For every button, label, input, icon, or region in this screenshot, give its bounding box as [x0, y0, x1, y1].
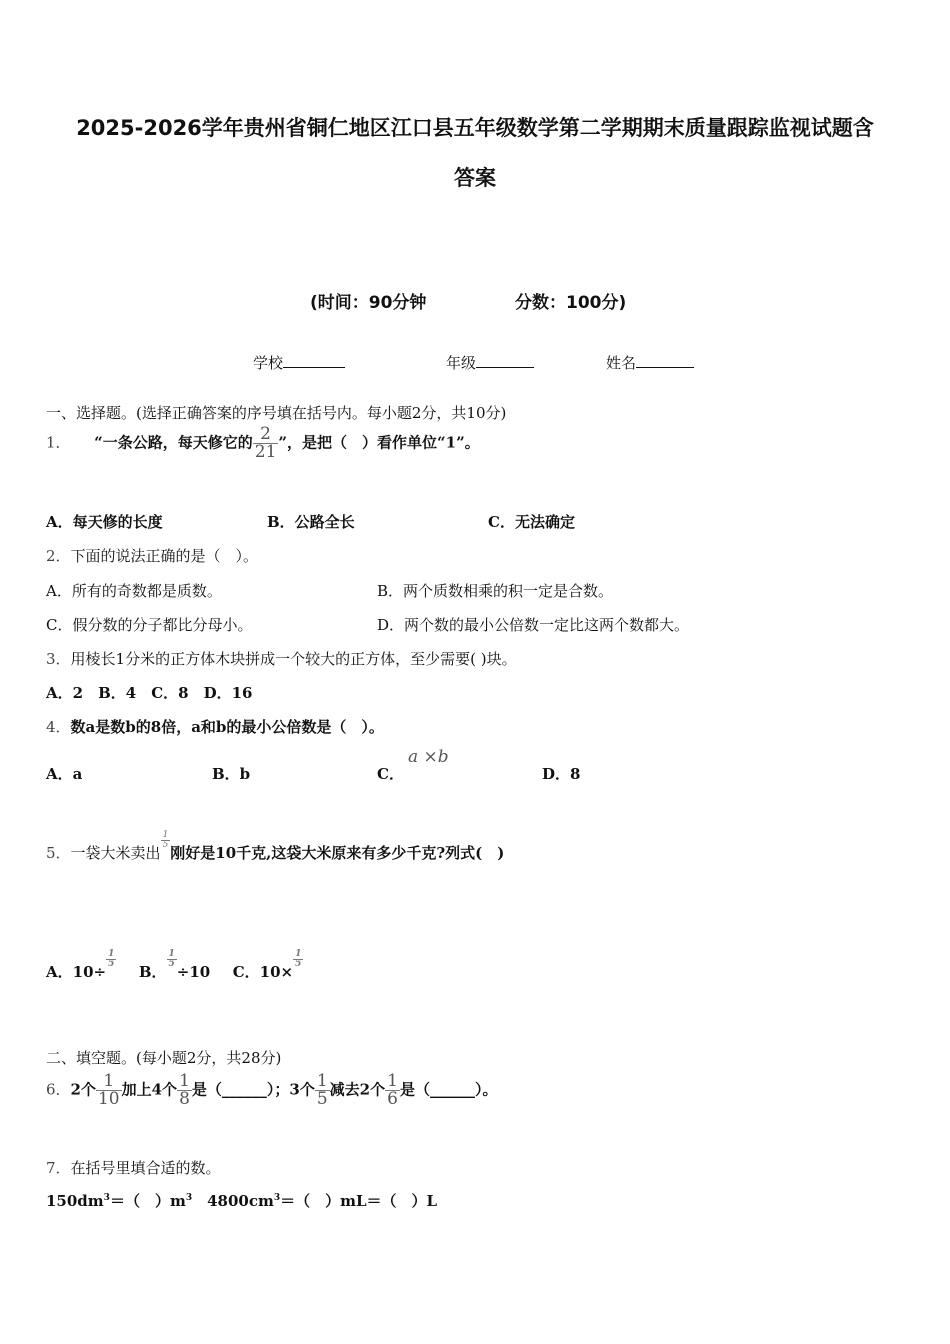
q7-number: 7． — [46, 1159, 71, 1177]
q5-option-b: B． — [138, 963, 167, 981]
grade-field — [446, 352, 534, 373]
q6-fraction-1: $\frac{1}{10}$ — [97, 1071, 120, 1109]
q2-text: 下面的说法正确的是（ ）。 — [70, 547, 259, 565]
name-label: 姓名 — [606, 354, 637, 372]
q5-option-b-post: ÷10 — [176, 963, 211, 981]
exam-time: (时间：90分钟 — [310, 293, 427, 313]
q5-option-c-fraction: $\frac{1}{5}$ — [295, 948, 302, 969]
q7-text: 在括号里填合适的数。 — [70, 1159, 221, 1177]
q7-part-a: 150dm — [46, 1192, 104, 1210]
q4-option-a: A．a — [46, 765, 83, 783]
q7-part-b: ＝（ ）m — [109, 1192, 186, 1210]
exam-score: 分数：100分) — [515, 293, 627, 313]
q1-option-c: C．无法确定 — [488, 513, 575, 531]
q1-stem — [46, 426, 480, 461]
q6-fraction-3: $\frac{1}{5}$ — [316, 1071, 328, 1109]
q5-option-b-fraction: $\frac{1}{5}$ — [168, 948, 175, 969]
q2-option-a: A．所有的奇数都是质数。 — [46, 582, 222, 600]
q4-stem — [46, 716, 384, 737]
section1-heading: 一、选择题。(选择正确答案的序号填在括号内。每小题2分，共10分) — [46, 404, 507, 422]
section2-heading: 二、填空题。(每小题2分，共28分) — [46, 1049, 282, 1067]
doc-title-line1: 2025-2026学年贵州省铜仁地区江口县五年级数学第二学期期末质量跟踪监视试题含 — [76, 116, 874, 140]
q1-fraction: $\frac{2}{21}$ — [254, 424, 277, 462]
q5-number: 5． — [46, 844, 71, 862]
q1-number: 1． — [46, 433, 71, 452]
q3-options: A．2 B．4 C．8 D．16 — [46, 684, 253, 702]
q1-option-b: B．公路全长 — [267, 513, 355, 531]
school-blank — [283, 367, 345, 368]
q4-option-b: B．b — [212, 765, 251, 783]
doc-title-line2: 答案 — [454, 166, 496, 190]
school-field — [253, 352, 345, 373]
q6-text-5: 是（______）。 — [399, 1080, 498, 1099]
q2-stem — [46, 545, 258, 566]
q7-units-line — [46, 1190, 437, 1211]
q7-part-d: ＝（ ）mL＝（ ）L — [280, 1192, 438, 1210]
q6-stem — [46, 1073, 497, 1108]
q5-options — [46, 948, 303, 983]
q1-text-post: ”，是把（ ）看作单位“1”。 — [278, 433, 480, 452]
q3-number: 3． — [46, 650, 71, 668]
q3-text: 用棱长1分米的正方体木块拼成一个较大的正方体，至少需要( )块。 — [70, 650, 517, 668]
q6-text-2: 加上4个 — [121, 1080, 178, 1099]
q5-text-pre: 一袋大米卖出 — [70, 844, 161, 862]
q7-sup-2: 3 — [185, 1193, 193, 1203]
q5-stem — [46, 829, 505, 864]
q6-number: 6． — [46, 1080, 71, 1099]
q2-number: 2． — [46, 547, 71, 565]
q1-text-pre: “一条公路，每天修它的 — [94, 433, 253, 452]
q7-stem — [46, 1157, 221, 1178]
q6-fraction-2: $\frac{1}{8}$ — [179, 1071, 190, 1109]
q5-option-a-fraction: $\frac{1}{5}$ — [108, 948, 115, 969]
q4-option-c-expression: a ×b — [408, 747, 449, 767]
q1-option-a: A．每天修的长度 — [46, 513, 163, 531]
q6-text-4: 减去2个 — [329, 1080, 386, 1099]
q6-text-1: 2个 — [70, 1080, 96, 1099]
name-blank — [636, 367, 694, 368]
q4-option-d: D．8 — [542, 765, 581, 783]
q5-text-post: 刚好是10千克,这袋大米原来有多少千克?列式( ) — [170, 844, 505, 862]
q5-fraction: $\frac{1}{5}$ — [162, 829, 169, 850]
q3-stem — [46, 648, 517, 669]
q6-text-3: 是（______）；3个 — [191, 1080, 315, 1099]
q6-fraction-4: $\frac{1}{6}$ — [387, 1071, 398, 1109]
q5-option-a: A．10÷ — [46, 963, 107, 981]
q7-sup-3: 3 — [273, 1193, 281, 1203]
q2-option-d: D．两个数的最小公倍数一定比这两个数都大。 — [377, 616, 690, 634]
q2-option-c: C．假分数的分子都比分母小。 — [46, 616, 253, 634]
q2-option-b: B．两个质数相乘的积一定是合数。 — [377, 582, 614, 600]
q5-option-c: C．10× — [232, 963, 294, 981]
name-field — [606, 352, 694, 373]
q7-part-c: 4800cm — [192, 1192, 274, 1210]
q4-text: 数a是数b的8倍，a和b的最小公倍数是（ ）。 — [70, 718, 384, 736]
q7-sup-1: 3 — [103, 1193, 110, 1203]
grade-label: 年级 — [446, 354, 477, 372]
grade-blank — [476, 367, 534, 368]
school-label: 学校 — [253, 354, 284, 372]
q4-option-c: C． — [377, 765, 404, 783]
q4-number: 4． — [46, 718, 71, 736]
